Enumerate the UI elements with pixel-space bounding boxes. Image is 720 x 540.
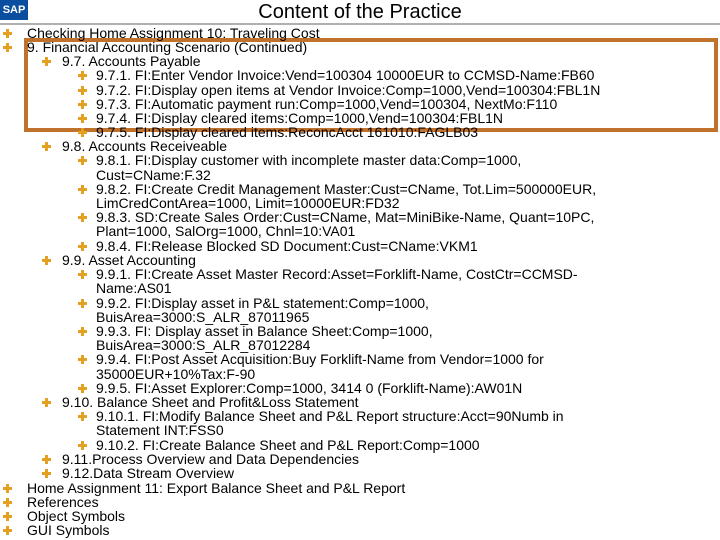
plus-bullet-icon xyxy=(3,29,12,38)
plus-bullet-icon xyxy=(3,498,12,507)
outline-item-text: Name:AS01 xyxy=(96,280,172,296)
outline-item-text: BuisArea=3000:S_ALR_87012284 xyxy=(96,337,311,353)
outline-item-text: Home Assignment 11: Export Balance Sheet and P&L Report xyxy=(27,480,406,496)
page-title: Content of the Practice xyxy=(258,1,462,23)
outline-item-text: Checking Home Assignment 10: Traveling Cost xyxy=(27,25,320,41)
outline-item-text: 9.9.5. FI:Asset Explorer:Comp=1000, 3414 0 (Forklift-Name):AW01N xyxy=(96,380,523,396)
outline-item-text: 9.10. Balance Sheet and Profit&Loss Statement xyxy=(62,394,359,410)
outline-item-text: 9.7.4. FI:Display cleared items:Comp=1000,Vend=100304:FBL1N xyxy=(96,110,504,126)
plus-bullet-icon xyxy=(78,384,87,393)
plus-bullet-icon xyxy=(42,469,51,478)
plus-bullet-icon xyxy=(42,57,51,66)
outline-item-text: 9.10.1. FI:Modify Balance Sheet and P&L Report structure:Acct=90Numb in xyxy=(96,408,564,424)
plus-bullet-icon xyxy=(78,71,87,80)
plus-bullet-icon xyxy=(78,242,87,251)
outline-item-text: References xyxy=(27,494,99,510)
outline-item-text: 9.8.1. FI:Display customer with incomplete master data:Comp=1000, xyxy=(96,152,522,168)
plus-bullet-icon xyxy=(78,412,87,421)
outline-item-text: Statement INT:FSS0 xyxy=(96,422,224,438)
sap-logo: SAP xyxy=(0,0,28,20)
outline-item-text: 9.9.3. FI: Display asset in Balance Sheet:Comp=1000, xyxy=(96,323,433,339)
plus-bullet-icon xyxy=(42,142,51,151)
outline-item-text: 9.7.2. FI:Display open items at Vendor Invoice:Comp=1000,Vend=100304:FBL1N xyxy=(96,82,601,98)
plus-bullet-icon xyxy=(78,156,87,165)
plus-bullet-icon xyxy=(42,455,51,464)
plus-bullet-icon xyxy=(78,441,87,450)
plus-bullet-icon xyxy=(42,398,51,407)
outline-item-text: 9.8.4. FI:Release Blocked SD Document:Cust=CName:VKM1 xyxy=(96,238,478,254)
plus-bullet-icon xyxy=(78,100,87,109)
outline-item-text: 9.8.2. FI:Create Credit Management Master:Cust=CName, Tot.Lim=500000EUR, xyxy=(96,181,597,197)
plus-bullet-icon xyxy=(78,128,87,137)
outline-item-text: 35000EUR+10%Tax:F-90 xyxy=(96,366,256,382)
outline-item-text: 9.9.4. FI:Post Asset Acquisition:Buy Forklift-Name from Vendor=1000 for xyxy=(96,351,544,367)
outline-item-text: 9.7. Accounts Payable xyxy=(62,53,201,69)
plus-bullet-icon xyxy=(78,213,87,222)
plus-bullet-icon xyxy=(3,526,12,535)
plus-bullet-icon xyxy=(78,355,87,364)
outline-item-text: 9.11.Process Overview and Data Dependencies xyxy=(62,451,360,467)
outline-item-text: Cust=CName:F.32 xyxy=(96,167,211,183)
outline-item-text: BuisArea=3000:S_ALR_87011965 xyxy=(96,309,310,325)
outline-item-text: Object Symbols xyxy=(27,508,126,524)
plus-bullet-icon xyxy=(78,114,87,123)
outline-item-text: 9.10.2. FI:Create Balance Sheet and P&L Report:Comp=1000 xyxy=(96,437,480,453)
plus-bullet-icon xyxy=(78,185,87,194)
plus-bullet-icon xyxy=(3,43,12,52)
outline-item-text: Plant=1000, SalOrg=1000, Chnl=10:VA01 xyxy=(96,223,356,239)
plus-bullet-icon xyxy=(78,299,87,308)
outline-item-text: 9.9.2. FI:Display asset in P&L statement:Comp=1000, xyxy=(96,295,429,311)
plus-bullet-icon xyxy=(42,256,51,265)
outline-item-text: 9.9.1. FI:Create Asset Master Record:Asset=Forklift-Name, CostCtr=CCMSD- xyxy=(96,266,578,282)
plus-bullet-icon xyxy=(78,86,87,95)
plus-bullet-icon xyxy=(78,270,87,279)
plus-bullet-icon xyxy=(3,512,12,521)
outline-item-text: 9.9. Asset Accounting xyxy=(62,252,196,268)
outline-item-text: 9.7.5. FI:Display cleared items:ReconcAcct 161010:FAGLB03 xyxy=(96,124,479,140)
outline-item-text: 9. Financial Accounting Scenario (Continued) xyxy=(27,39,308,55)
outline-item-text: 9.7.3. FI:Automatic payment run:Comp=1000,Vend=100304, NextMo:F110 xyxy=(96,96,558,112)
outline-item-text: 9.8. Accounts Receiveable xyxy=(62,138,227,154)
outline-item-text: 9.8.3. SD:Create Sales Order:Cust=CName, Mat=MiniBike-Name, Quant=10PC, xyxy=(96,209,595,225)
plus-bullet-icon xyxy=(3,484,12,493)
outline-item-text: 9.12.Data Stream Overview xyxy=(62,465,234,481)
plus-bullet-icon xyxy=(78,327,87,336)
outline-item-text: GUI Symbols xyxy=(27,522,110,538)
outline-item-text: 9.7.1. FI:Enter Vendor Invoice:Vend=100304 10000EUR to CCMSD-Name:FB60 xyxy=(96,67,595,83)
outline-item-text: LimCredContArea=1000, Limit=10000EUR:FD32 xyxy=(96,195,400,211)
